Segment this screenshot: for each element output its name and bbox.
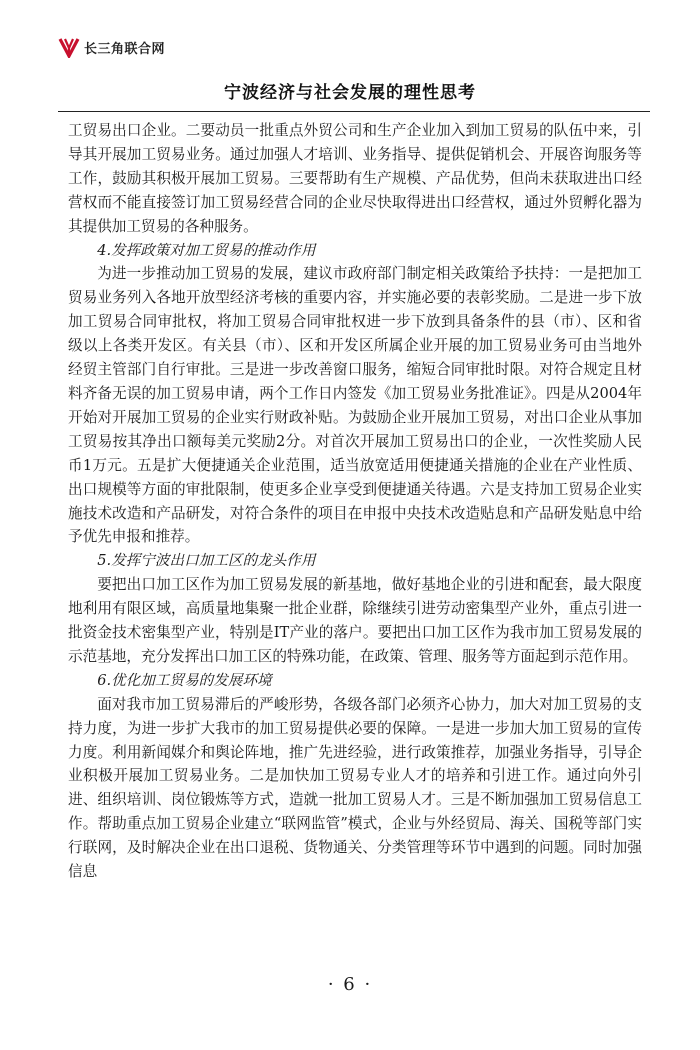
section-heading-5: 5.发挥宁波出口加工区的龙头作用 bbox=[97, 552, 316, 570]
logo-text: 长三角联合网 bbox=[84, 41, 166, 57]
paragraph: 面对我市加工贸易滞后的严峻形势，各级各部门必须齐心协力，加大对加工贸易的支持力度，为进一步扩大我市的加工贸易提供必要的保障。一是进一步加大加工贸易的宣传力度。利用新闻媒介和舆论阵地，推广先进经验，进行政策推荐，加强业务指导，引导企业积极开展加工贸易业务。二是加快加工贸易专业人才的培养和引进工作。通过向外引进、组织培训、岗位锻炼等方式，造就一批加工贸易人才。三是不断加强加工贸易信息工作。帮助重点加工贸易企业建立“联网监管”模式，企业与外经贸局、海关、国税等部门实行联网，及时解决企业在出口退税、货物通关、分类管理等环节中遇到的问题。同时加强信息 bbox=[68, 695, 642, 881]
paragraph: 为进一步推动加工贸易的发展，建议市政府部门制定相关政策给予扶持：一是把加工贸易业务列入各地开放型经济考核的重要内容，并实施必要的表彰奖励。二是进一步下放加工贸易合同审批权，将加工贸易合同审批权进一步下放到具备条件的县（市）、区和省级以上各类开发区。有关县（市）、区和开发区所属企业开展的加工贸易业务可由当地外经贸主管部门自行审批。三是进一步改善窗口服务，缩短合同审批时限。对符合规定且材料齐备无误的加工贸易申请，两个工作日内签发《加工贸易业务批准证》。四是从2004年开始对开展加工贸易的企业实行财政补贴。为鼓励企业开展加工贸易，对出口企业从事加工贸易按其净出口额每美元奖励2分。对首次开展加工贸易出口的企业，一次性奖励人民币1万元。五是扩大便捷通关企业范围，适当放宽适用便捷通关措施的企业在产业性质、出口规模等方面的审批限制，使更多企业享受到便捷通关待遇。六是支持加工贸易企业实施技术改造和产品研发，对符合条件的项目在申报中央技术改造贴息和产品研发贴息中给予优先申报和推荐。 bbox=[68, 265, 642, 546]
section-heading-4: 4.发挥政策对加工贸易的推动作用 bbox=[97, 241, 316, 259]
running-title: 宁波经济与社会发展的理性思考 bbox=[224, 83, 476, 103]
page-number: · 6 · bbox=[327, 974, 373, 995]
site-logo-icon bbox=[58, 36, 80, 58]
paragraph-continued: 工贸易出口企业。二要动员一批重点外贸公司和生产企业加入到加工贸易的队伍中来，引导其开展加工贸易业务。通过加强人才培训、业务指导、提供促销机会、开展咨询服务等工作，鼓励其积极开展加工贸易。三要帮助有生产规模、产品优势，但尚未获取进出口经营权而不能直接签订加工贸易经营合同的企业尽快取得进出口经营权，通过外贸孵化器为其提供加工贸易的各种服务。 bbox=[68, 122, 642, 235]
paragraph: 要把出口加工区作为加工贸易发展的新基地，做好基地企业的引进和配套，最大限度地利用有限区域，高质量地集聚一批企业群，除继续引进劳动密集型产业外，重点引进一批资金技术密集型产业，特别是IT产业的落户。要把出口加工区作为我市加工贸易发展的示范基地，充分发挥出口加工区的特殊功能，在政策、管理、服务等方面起到示范作用。 bbox=[68, 576, 642, 665]
header-rule bbox=[58, 111, 650, 112]
header-logo bbox=[58, 36, 165, 58]
body-text bbox=[68, 119, 642, 884]
section-heading-6: 6.优化加工贸易的发展环境 bbox=[97, 671, 272, 689]
